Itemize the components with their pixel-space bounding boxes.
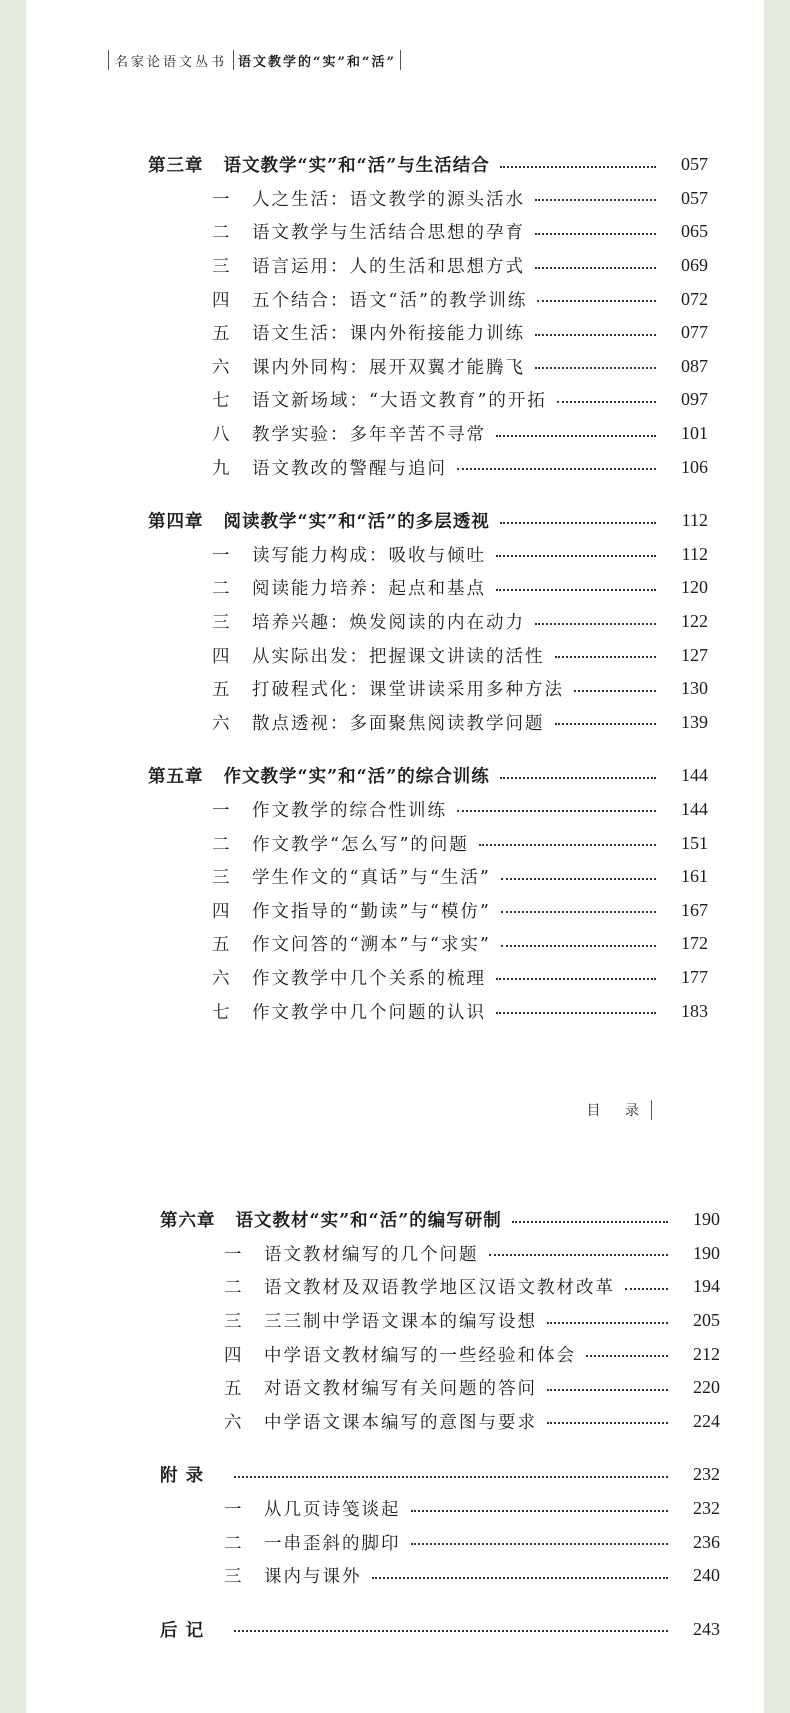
entry-title: 作文指导的“勤读”与“模仿”	[252, 901, 491, 922]
dot-leader	[512, 1219, 668, 1223]
page-number: 065	[681, 221, 708, 242]
toc-section-entry[interactable]	[160, 1559, 720, 1593]
book-page	[26, 0, 764, 1713]
entry-number: 六	[212, 357, 230, 378]
toc-section-entry[interactable]	[160, 1492, 720, 1526]
chapter-gap	[160, 1593, 720, 1613]
dot-leader	[535, 231, 656, 235]
entry-title: 人之生活：语文教学的源头活水	[252, 189, 525, 210]
toc-chapter-entry[interactable]	[160, 1203, 720, 1237]
entry-title: 阅读能力培养：起点和基点	[252, 579, 486, 600]
toc-section-entry[interactable]	[148, 961, 708, 995]
toc-section-entry[interactable]	[148, 383, 708, 417]
dot-leader	[501, 943, 656, 947]
page-number: 167	[681, 899, 708, 920]
dot-leader	[500, 775, 656, 779]
entry-number: 一	[212, 189, 230, 210]
entry-number: 五	[212, 935, 230, 956]
entry-number: 三	[212, 257, 230, 278]
entry-title: 作文教学中几个关系的梳理	[252, 968, 486, 989]
page-number: 232	[693, 1498, 720, 1519]
page-number: 190	[693, 1242, 720, 1263]
entry-title: 语文教改的警醒与追问	[252, 458, 447, 479]
entry-number: 三	[212, 613, 230, 634]
toc-section-entry[interactable]	[148, 215, 708, 249]
dot-leader	[547, 1420, 668, 1424]
entry-title: 对语文教材编写有关问题的答问	[264, 1379, 537, 1400]
page-number: 212	[693, 1343, 720, 1364]
entry-number: 一	[212, 545, 230, 566]
toc-section-entry[interactable]	[148, 826, 708, 860]
entry-title: 语文新场域：“大语文教育”的开拓	[252, 391, 547, 412]
running-header	[108, 48, 401, 72]
dot-leader	[496, 976, 656, 980]
chapter-gap	[148, 739, 708, 759]
page-number: 144	[681, 798, 708, 819]
chapter-gap	[148, 484, 708, 504]
entry-title: 五个结合：语文“活”的教学训练	[252, 290, 528, 311]
toc-section-entry[interactable]	[160, 1270, 720, 1304]
entry-number: 五	[224, 1379, 242, 1400]
dot-leader	[535, 332, 656, 336]
dot-leader	[501, 909, 656, 913]
entry-number: 第五章	[148, 767, 204, 788]
page-number: 112	[681, 543, 708, 564]
dot-leader	[557, 399, 656, 403]
dot-leader	[496, 433, 656, 437]
page-number: 232	[693, 1464, 720, 1485]
entry-number: 三	[212, 868, 230, 889]
entry-title: 作文问答的“溯本”与“求实”	[252, 935, 491, 956]
entry-title: 语文生活：课内外衔接能力训练	[252, 324, 525, 345]
entry-number: 四	[224, 1345, 242, 1366]
chapter-gap	[160, 1438, 720, 1458]
series-name: 名家论语文丛书	[115, 54, 228, 70]
page-number: 069	[681, 255, 708, 276]
toc-section-entry[interactable]	[148, 450, 708, 484]
header-divider	[400, 50, 401, 70]
page-number: 224	[693, 1410, 720, 1431]
entry-title: 语文教材及双语教学地区汉语文教材改革	[264, 1278, 615, 1299]
toc-section-entry[interactable]	[148, 706, 708, 740]
page-number: 106	[681, 456, 708, 477]
entry-number: 九	[212, 458, 230, 479]
entry-number: 二	[224, 1533, 242, 1554]
dot-leader	[547, 1320, 668, 1324]
toc-section-entry[interactable]	[148, 927, 708, 961]
toc-section-entry[interactable]	[148, 316, 708, 350]
entry-number: 六	[212, 713, 230, 734]
toc-section-entry[interactable]	[148, 994, 708, 1028]
entry-number: 三	[224, 1567, 242, 1588]
entry-number: 二	[212, 223, 230, 244]
entry-title: 语文教学与生活结合思想的孕育	[252, 223, 525, 244]
toc-section-entry[interactable]	[148, 538, 708, 572]
dot-leader	[500, 520, 656, 524]
toc-chapter-entry[interactable]	[160, 1458, 720, 1492]
page-number: 220	[693, 1377, 720, 1398]
entry-number: 八	[212, 425, 230, 446]
entry-title: 教学实验：多年辛苦不寻常	[252, 425, 486, 446]
entry-title: 课内与课外	[264, 1567, 362, 1588]
page-number: 072	[681, 288, 708, 309]
dot-leader	[586, 1353, 668, 1357]
toc-section-entry[interactable]	[148, 350, 708, 384]
page-number: 172	[681, 933, 708, 954]
page-number: 194	[693, 1276, 720, 1297]
toc-section-entry[interactable]	[148, 893, 708, 927]
dot-leader	[547, 1387, 668, 1391]
page-number: 205	[693, 1310, 720, 1331]
toc-chapter-entry[interactable]	[148, 504, 708, 538]
entry-number: 五	[212, 324, 230, 345]
footer-divider	[651, 1100, 652, 1120]
dot-leader	[372, 1575, 669, 1579]
entry-title: 课内外同构：展开双翼才能腾飞	[252, 357, 525, 378]
table-of-contents-part-2	[160, 1203, 720, 1646]
entry-number: 二	[224, 1278, 242, 1299]
dot-leader	[574, 688, 656, 692]
entry-title: 语文教学“实”和“活”与生活结合	[223, 156, 490, 177]
entry-title: 语言运用：人的生活和思想方式	[252, 257, 525, 278]
toc-chapter-entry[interactable]	[160, 1613, 720, 1647]
entry-title: 阅读教学“实”和“活”的多层透视	[223, 512, 490, 533]
dot-leader	[234, 1474, 668, 1478]
entry-number: 五	[212, 680, 230, 701]
page-number: 144	[681, 765, 708, 786]
entry-title: 学生作文的“真话”与“生活”	[252, 868, 491, 889]
entry-number: 第三章	[148, 156, 204, 177]
entry-title: 中学语文教材编写的一些经验和体会	[264, 1345, 576, 1366]
dot-leader	[625, 1286, 668, 1290]
entry-number: 一	[224, 1244, 242, 1265]
entry-number: 第四章	[148, 512, 204, 533]
dot-leader	[537, 298, 656, 302]
page-number: 087	[681, 355, 708, 376]
entry-title: 作文教学“怎么写”的问题	[252, 834, 469, 855]
page-number: 139	[681, 711, 708, 732]
entry-title: 一串歪斜的脚印	[264, 1533, 401, 1554]
toc-section-entry[interactable]	[148, 571, 708, 605]
entry-number: 第六章	[160, 1211, 216, 1232]
page-number: 183	[681, 1000, 708, 1021]
entry-title: 培养兴趣：焕发阅读的内在动力	[252, 613, 525, 634]
toc-section-entry[interactable]	[160, 1525, 720, 1559]
toc-section-entry[interactable]	[148, 605, 708, 639]
dot-leader	[501, 876, 656, 880]
entry-number: 六	[224, 1412, 242, 1433]
page-number: 243	[693, 1618, 720, 1639]
page-number: 112	[681, 510, 708, 531]
toc-section-entry[interactable]	[160, 1405, 720, 1439]
toc-section-entry[interactable]	[148, 249, 708, 283]
dot-leader	[555, 654, 657, 658]
dot-leader	[555, 721, 657, 725]
entry-title: 从几页诗笺谈起	[264, 1500, 401, 1521]
page-footer-label	[587, 1100, 652, 1120]
toc-section-entry[interactable]	[148, 182, 708, 216]
dot-leader	[500, 164, 656, 168]
entry-number: 一	[224, 1500, 242, 1521]
toc-section-entry[interactable]	[148, 417, 708, 451]
entry-number: 一	[212, 800, 230, 821]
dot-leader	[457, 466, 656, 470]
book-title: 语文教学的“实”和“活”	[238, 54, 396, 70]
dot-leader	[496, 553, 656, 557]
entry-title: 作文教学“实”和“活”的综合训练	[223, 767, 490, 788]
page-number: 236	[693, 1531, 720, 1552]
entry-title: 作文教学中几个问题的认识	[252, 1002, 486, 1023]
page-number: 177	[681, 966, 708, 987]
entry-title: 散点透视：多面聚焦阅读教学问题	[252, 713, 545, 734]
toc-section-entry[interactable]	[160, 1237, 720, 1271]
dot-leader	[535, 197, 656, 201]
toc-section-entry[interactable]	[160, 1337, 720, 1371]
entry-title: 中学语文课本编写的意图与要求	[264, 1412, 537, 1433]
page-number: 120	[681, 577, 708, 598]
dot-leader	[411, 1508, 669, 1512]
entry-title: 从实际出发：把握课文讲读的活性	[252, 646, 545, 667]
entry-title: 打破程式化：课堂讲读采用多种方法	[252, 680, 564, 701]
toc-section-entry[interactable]	[148, 793, 708, 827]
entry-title: 读写能力构成：吸收与倾吐	[252, 545, 486, 566]
entry-title: 语文教材“实”和“活”的编写研制	[235, 1211, 502, 1232]
page-number: 130	[681, 678, 708, 699]
dot-leader	[496, 587, 656, 591]
page-number: 097	[681, 389, 708, 410]
table-of-contents-part-1	[148, 148, 708, 1028]
dot-leader	[535, 265, 656, 269]
page-number: 151	[681, 832, 708, 853]
contents-label: 目 录	[586, 1103, 649, 1119]
entry-number: 二	[212, 834, 230, 855]
entry-title: 作文教学的综合性训练	[252, 800, 447, 821]
toc-section-entry[interactable]	[160, 1304, 720, 1338]
dot-leader	[457, 808, 656, 812]
entry-title: 语文教材编写的几个问题	[264, 1244, 479, 1265]
toc-section-entry[interactable]	[148, 282, 708, 316]
page-number: 161	[681, 866, 708, 887]
dot-leader	[535, 365, 656, 369]
page-number: 127	[681, 644, 708, 665]
page-number: 240	[693, 1565, 720, 1586]
toc-chapter-entry[interactable]	[148, 148, 708, 182]
dot-leader	[411, 1541, 669, 1545]
page-number: 077	[681, 322, 708, 343]
entry-number: 后 记	[160, 1620, 205, 1641]
entry-number: 六	[212, 968, 230, 989]
dot-leader	[535, 621, 656, 625]
entry-number: 三	[224, 1312, 242, 1333]
entry-number: 七	[212, 391, 230, 412]
dot-leader	[479, 842, 656, 846]
dot-leader	[496, 1010, 656, 1014]
toc-section-entry[interactable]	[148, 860, 708, 894]
toc-chapter-entry[interactable]	[148, 759, 708, 793]
page-number: 190	[693, 1209, 720, 1230]
page-number: 101	[681, 423, 708, 444]
entry-number: 四	[212, 901, 230, 922]
entry-title: 三三制中学语文课本的编写设想	[264, 1312, 537, 1333]
toc-section-entry[interactable]	[148, 638, 708, 672]
toc-section-entry[interactable]	[160, 1371, 720, 1405]
entry-number: 二	[212, 579, 230, 600]
dot-leader	[489, 1252, 669, 1256]
entry-number: 附 录	[160, 1466, 205, 1487]
dot-leader	[234, 1628, 668, 1632]
page-number: 057	[681, 187, 708, 208]
toc-section-entry[interactable]	[148, 672, 708, 706]
page-number: 122	[681, 611, 708, 632]
entry-number: 七	[212, 1002, 230, 1023]
entry-number: 四	[212, 290, 230, 311]
entry-number: 四	[212, 646, 230, 667]
page-number: 057	[681, 154, 708, 175]
